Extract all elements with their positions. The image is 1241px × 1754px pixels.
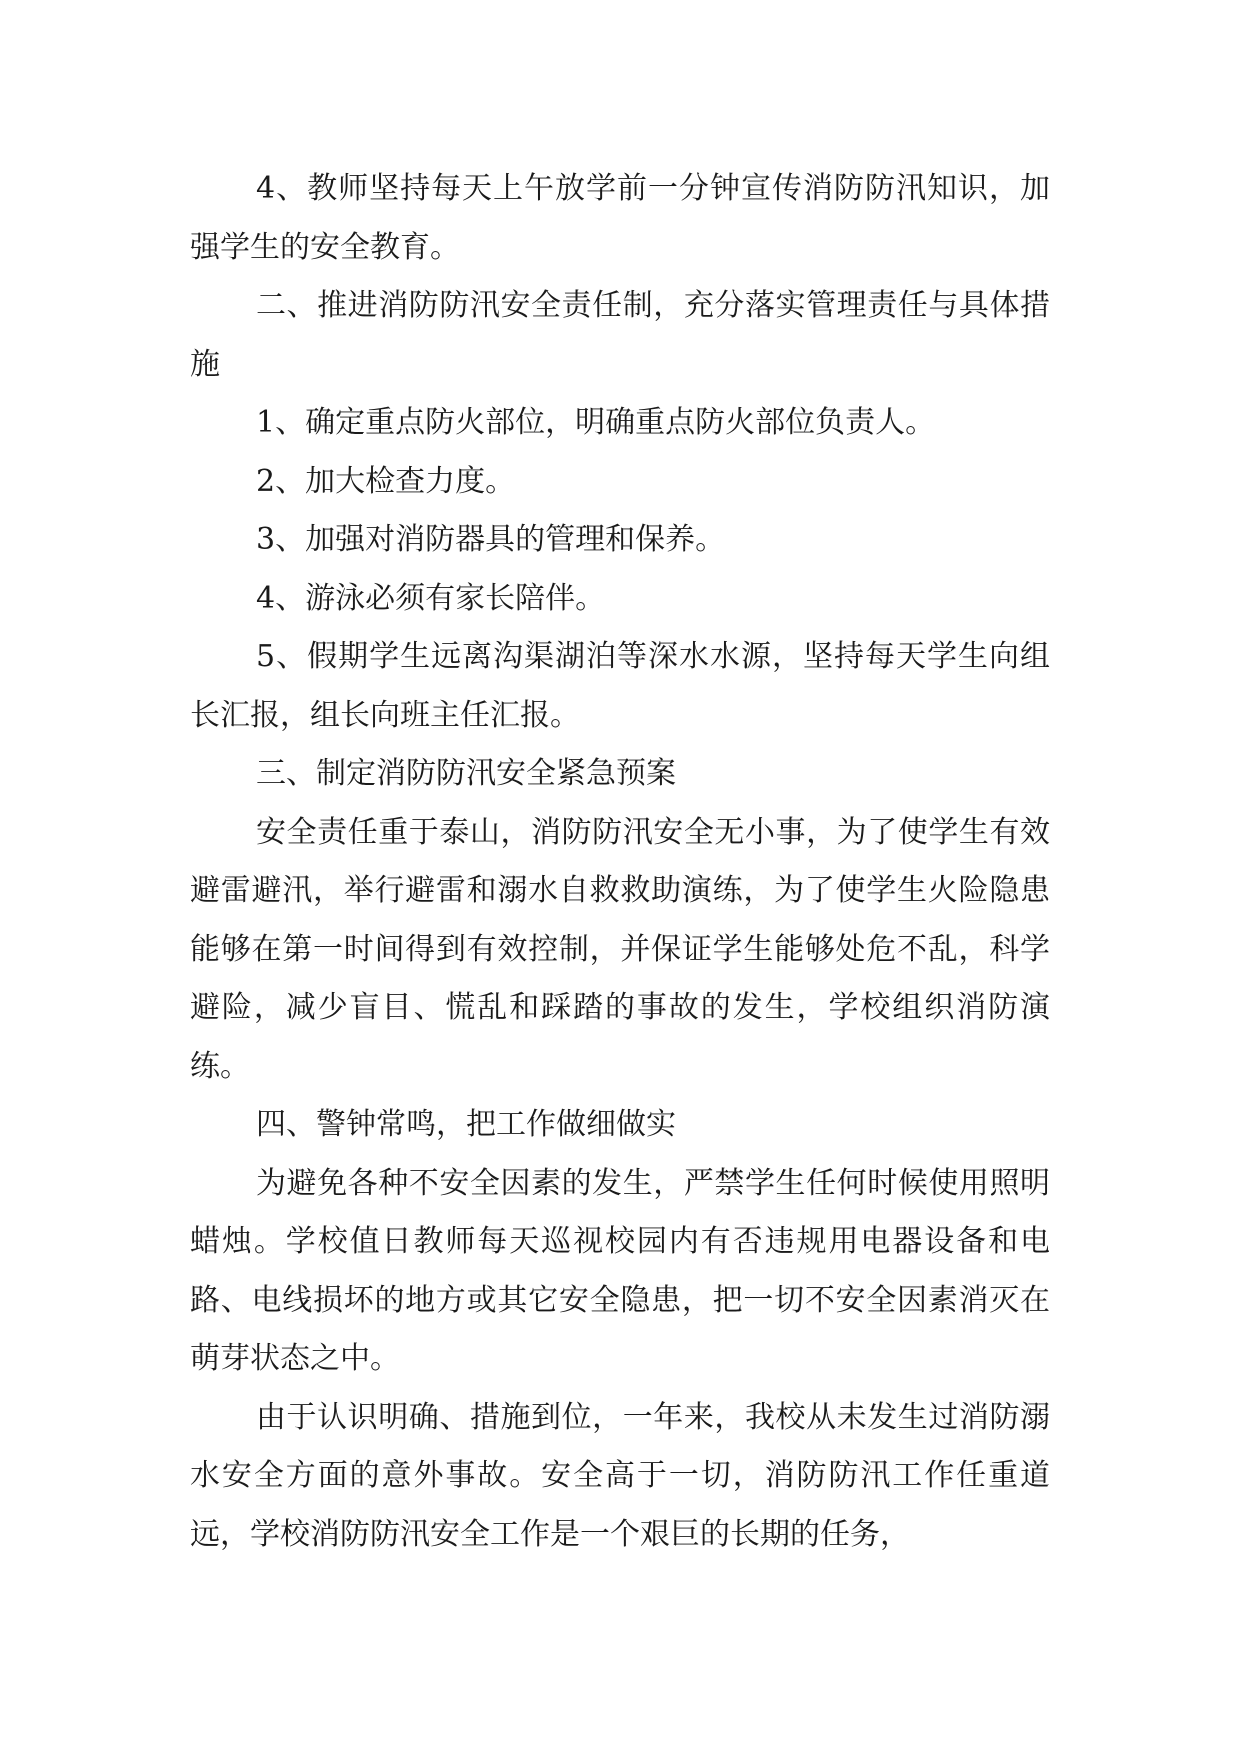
paragraph-safety-inspection: 为避免各种不安全因素的发生，严禁学生任何时候使用照明蜡烛。学校值日教师每天巡视校园内有否违规用电器设备和电路、电线损坏的地方或其它安全隐患，把一切不安全因素消灭在萌芽状态之中。 — [190, 1165, 1050, 1376]
paragraph-item-4-publicity: 4、教师坚持每天上午放学前一分钟宣传消防防汛知识，加强学生的安全教育。 — [190, 171, 1050, 265]
document-body — [190, 160, 1050, 1564]
paragraph-item-3: 3、加强对消防器具的管理和保养。 — [256, 522, 726, 557]
paragraph-emergency-plan: 安全责任重于泰山，消防防汛安全无小事，为了使学生有效避雷避汛，举行避雷和溺水自救救助演练，为了使学生火险隐患能够在第一时间得到有效控制，并保证学生能够处危不乱，科学避险，减少盲目、慌乱和踩踏的事故的发生，学校组织消防演练。 — [190, 814, 1050, 1084]
paragraph-item-1: 1、确定重点防火部位，明确重点防火部位负责人。 — [256, 405, 936, 440]
paragraph-item-2: 2、加大检查力度。 — [256, 463, 516, 499]
section-heading-4: 四、警钟常鸣，把工作做细做实 — [256, 1107, 676, 1142]
section-heading-3: 三、制定消防防汛安全紧急预案 — [256, 756, 676, 791]
paragraph-item-5: 5、假期学生远离沟渠湖泊等深水水源，坚持每天学生向组长汇报，组长向班主任汇报。 — [190, 639, 1050, 733]
section-heading-2: 二、推进消防防汛安全责任制，充分落实管理责任与具体措施 — [190, 288, 1050, 382]
paragraph-summary: 由于认识明确、措施到位，一年来，我校从未发生过消防溺水安全方面的意外事故。安全高于一切，消防防汛工作任重道远，学校消防防汛安全工作是一个艰巨的长期的任务， — [190, 1399, 1050, 1552]
paragraph-item-4: 4、游泳必须有家长陪伴。 — [256, 580, 606, 616]
